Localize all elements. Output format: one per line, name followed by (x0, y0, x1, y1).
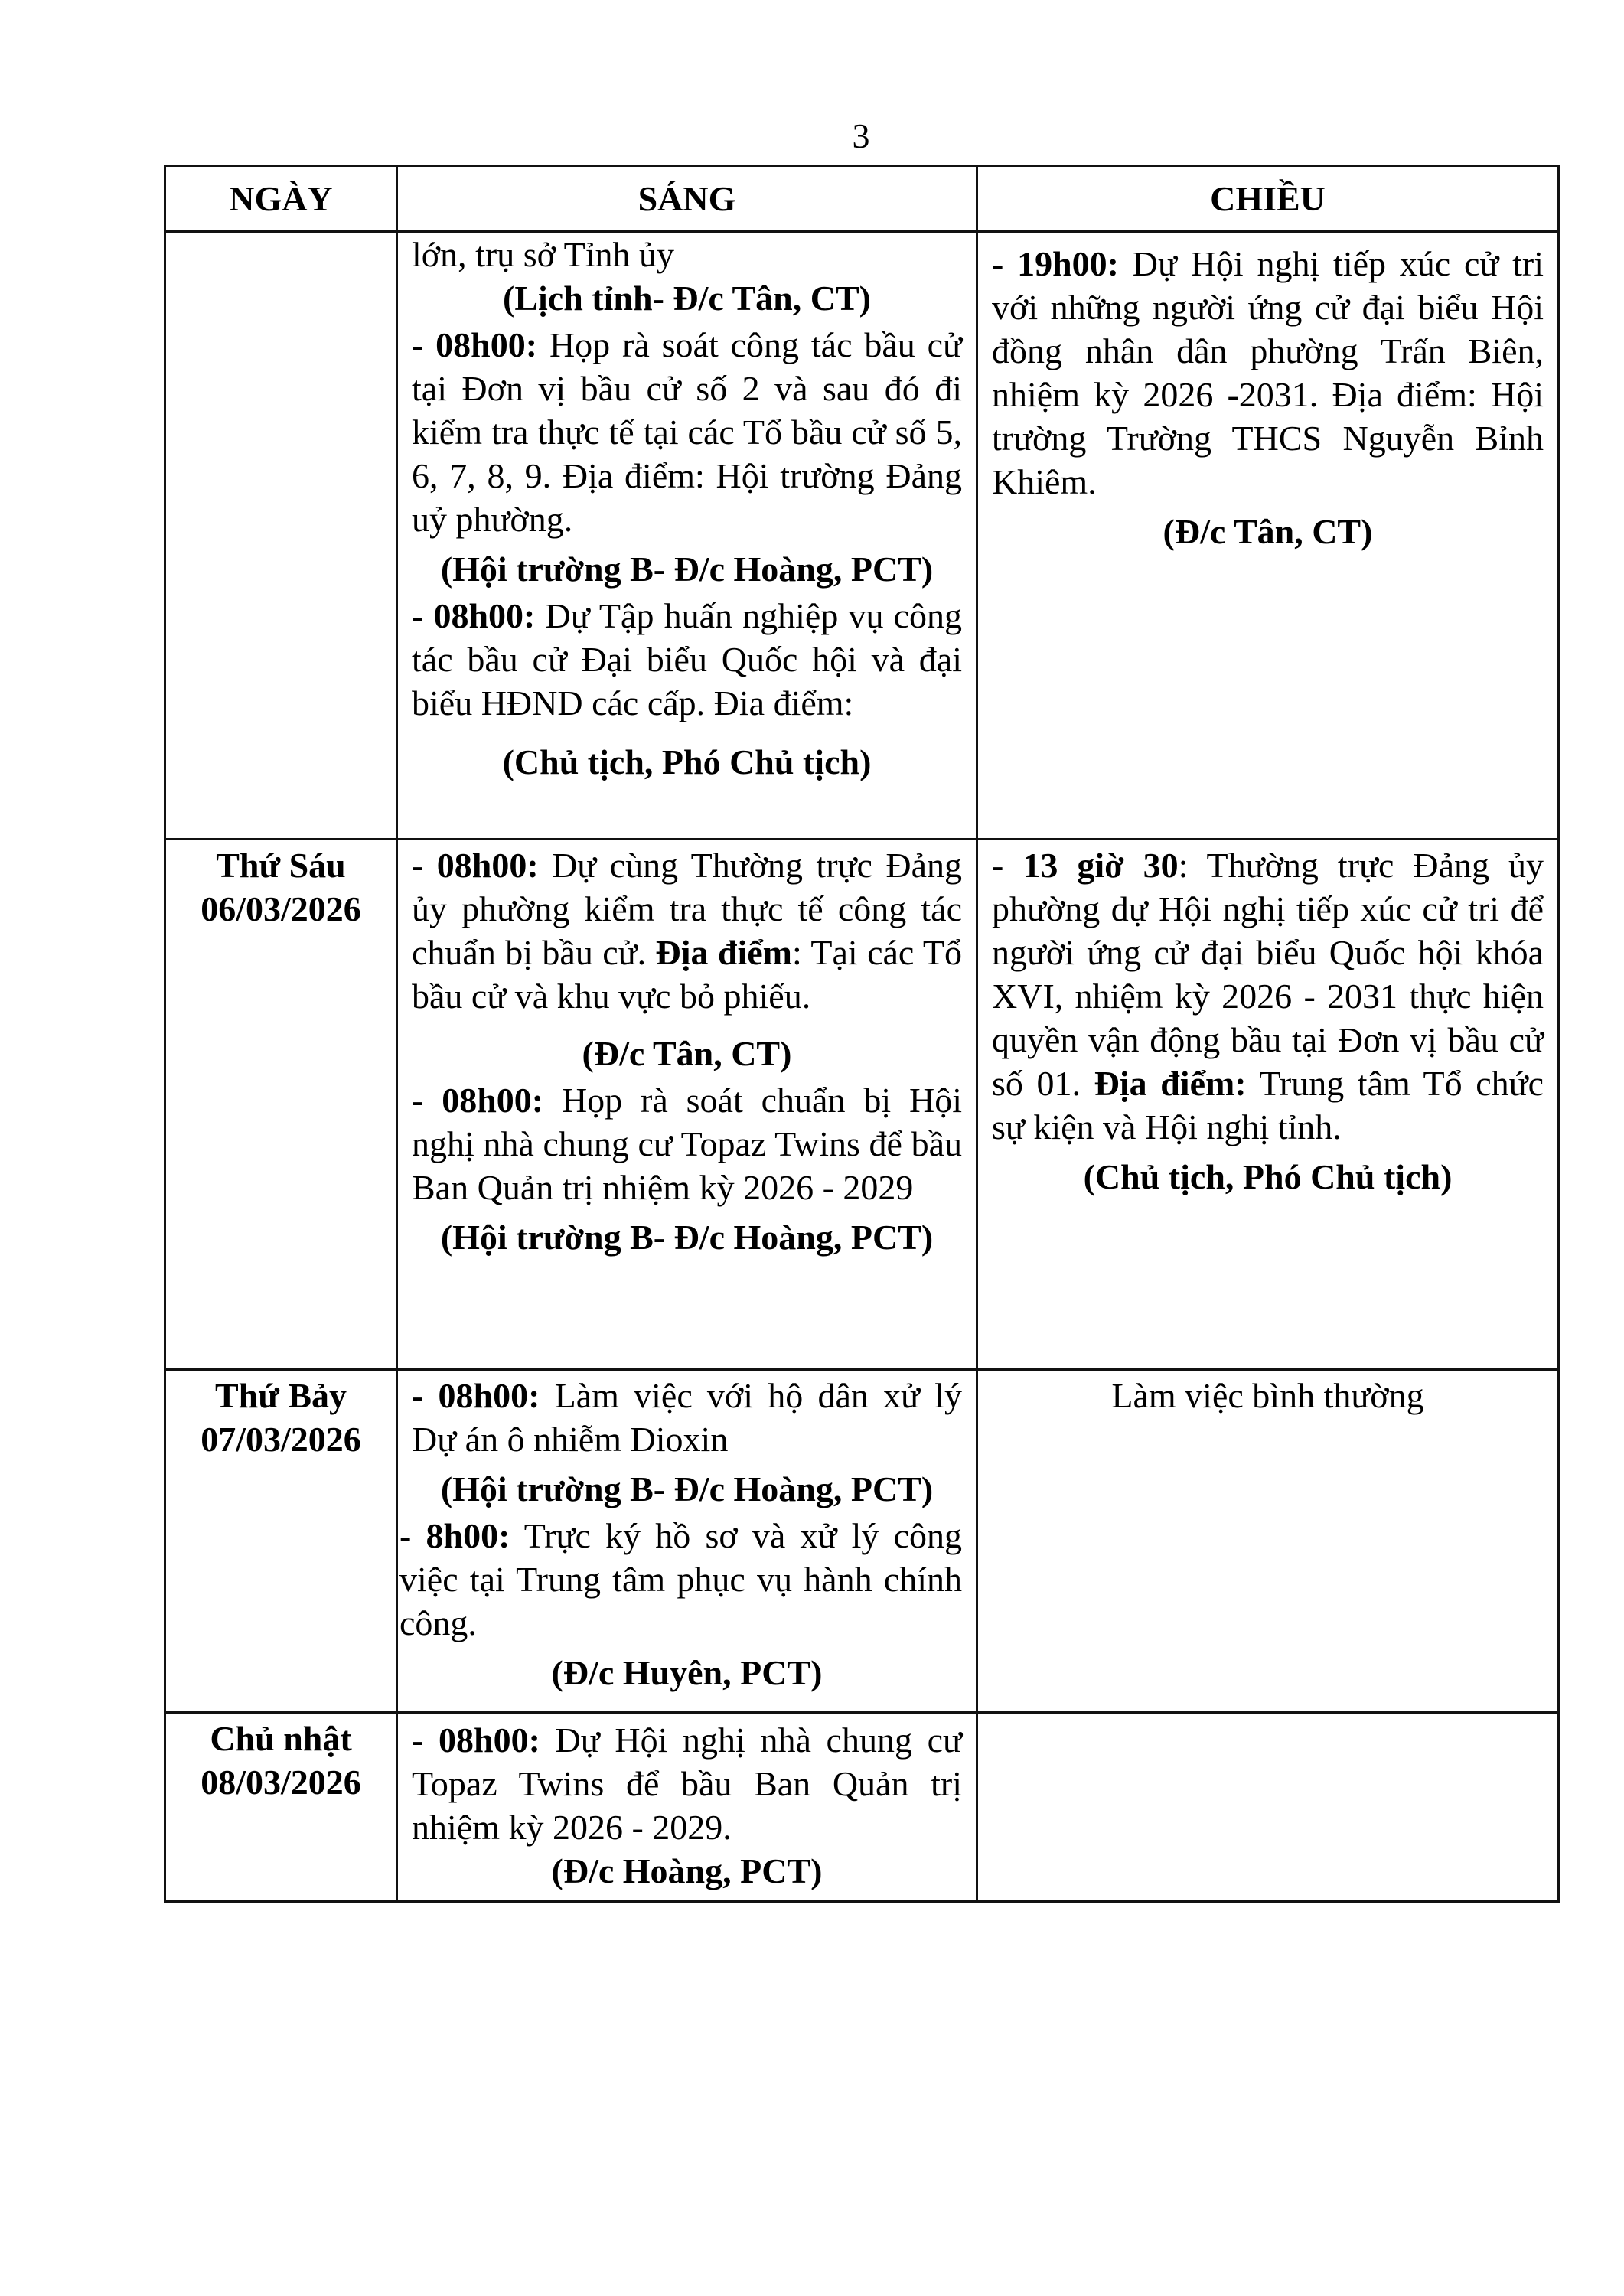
day-date: 06/03/2026 (201, 889, 361, 928)
entry-assignee: (Đ/c Hoàng, PCT) (551, 1851, 823, 1890)
entry-assignee: (Chủ tịch, Phó Chủ tịch) (502, 742, 872, 781)
day-name: Chủ nhật (210, 1719, 352, 1758)
morning-cell (397, 840, 977, 1370)
entry-time: - 08h00: (412, 596, 536, 635)
entry-time: - 19h00: (992, 244, 1119, 283)
entry-text: Trực ký hồ sơ và xử lý công việc tại Trung tâm phục vụ hành chính công. (399, 1516, 962, 1642)
entry-text: Làm việc với hộ dân xử lý Dự án ô nhiễm Dioxin (412, 1376, 962, 1459)
table-row (165, 840, 1559, 1370)
day-cell (165, 1370, 397, 1713)
entry-assignee: (Hội trường B- Đ/c Hoàng, PCT) (440, 1469, 934, 1508)
header-afternoon: CHIỀU (977, 166, 1559, 232)
schedule-entry (412, 843, 962, 1018)
schedule-entry (992, 843, 1544, 1149)
table-row (165, 1713, 1559, 1902)
entry-text: Dự cùng Thường trực Đảng ủy phường kiểm tra thực tế công tác chuẩn bị bầu cử. (412, 846, 962, 972)
entry-assignee: (Đ/c Huyên, PCT) (551, 1653, 823, 1692)
entry-assignee: (Hội trường B- Đ/c Hoàng, PCT) (440, 550, 934, 589)
day-name: Thứ Sáu (216, 846, 346, 885)
entry-assignee: (Đ/c Tân, CT) (1163, 512, 1373, 551)
entry-time: - 8h00: (399, 1516, 510, 1555)
entry-text: : Thường trực Đảng ủy phường dự Hội nghị tiếp xúc cử tri để người ứng cử đại biểu Quốc hội khóa XVI, nhiệm kỳ 2026 - 2031 thực hiện quyền vận động bầu tại Đơn vị bầu cử số 01. (992, 846, 1544, 1103)
schedule-entry (399, 1514, 962, 1645)
day-date: 08/03/2026 (201, 1763, 361, 1802)
table-row (165, 1370, 1559, 1713)
weekly-schedule-table (164, 165, 1560, 1903)
entry-assignee: (Lịch tỉnh- Đ/c Tân, CT) (503, 279, 871, 318)
entry-time: - 13 giờ 30 (992, 846, 1179, 885)
entry-time: - 08h00: (412, 1376, 540, 1415)
entry-assignee: (Đ/c Tân, CT) (582, 1034, 792, 1073)
header-morning: SÁNG (397, 166, 977, 232)
entry-text: : Tại các Tổ bầu cử và khu vực bỏ phiếu. (412, 933, 962, 1016)
morning-cell (397, 1713, 977, 1902)
entry-time: - 08h00: (412, 1081, 544, 1120)
entry-assignee: (Hội trường B- Đ/c Hoàng, PCT) (440, 1218, 934, 1257)
afternoon-cell (977, 1370, 1559, 1713)
location-label: Địa điểm (655, 933, 793, 972)
schedule-entry (412, 1718, 962, 1849)
table-header-row (165, 166, 1559, 232)
entry-text: Trung tâm Tổ chức sự kiện và Hội nghị tỉnh. (992, 1064, 1544, 1146)
entry-text: Dự Hội nghị nhà chung cư Topaz Twins để bầu Ban Quản trị nhiệm kỳ 2026 - 2029. (412, 1720, 962, 1847)
afternoon-cell (977, 1713, 1559, 1902)
entry-time: - 08h00: (412, 846, 539, 885)
entry-time: - 08h00: (412, 1720, 540, 1760)
location-label: Địa điểm: (1094, 1064, 1247, 1103)
entry-assignee: (Chủ tịch, Phó Chủ tịch) (1083, 1157, 1453, 1196)
day-date: 07/03/2026 (201, 1420, 361, 1459)
day-name: Thứ Bảy (214, 1376, 347, 1415)
entry-text: Họp rà soát công tác bầu cử tại Đơn vị bầu cử số 2 và sau đó đi kiểm tra thực tế tại các Tổ bầu cử số 5, 6, 7, 8, 9. Địa điểm: Hội trường Đảng uỷ phường. (412, 325, 962, 539)
table-row (165, 232, 1559, 840)
schedule-entry (412, 594, 962, 725)
schedule-entry (412, 1374, 962, 1461)
page-number: 3 (852, 116, 870, 155)
afternoon-cell (977, 840, 1559, 1370)
day-cell (165, 1713, 397, 1902)
morning-cell (397, 232, 977, 840)
continuation-text: lớn, trụ sở Tỉnh ủy (412, 235, 674, 274)
schedule-entry (992, 242, 1544, 504)
entry-text: Dự Hội nghị tiếp xúc cử tri với những người ứng cử đại biểu Hội đồng nhân dân phường Trấn Biên, nhiệm kỳ 2026 -2031. Địa điểm: Hội trường Trường THCS Nguyễn Bỉnh Khiêm. (992, 244, 1544, 501)
schedule-entry (412, 323, 962, 541)
entry-time: - 08h00: (412, 325, 538, 364)
header-day: NGÀY (165, 166, 397, 232)
entry-text: Dự Tập huấn nghiệp vụ công tác bầu cử Đại biểu Quốc hội và đại biểu HĐND các cấp. Đia điểm: (412, 596, 962, 722)
day-cell (165, 232, 397, 840)
morning-cell (397, 1370, 977, 1713)
schedule-entry (412, 1078, 962, 1209)
afternoon-cell (977, 232, 1559, 840)
afternoon-note: Làm việc bình thường (1111, 1376, 1424, 1415)
day-cell (165, 840, 397, 1370)
entry-text: Họp rà soát chuẩn bị Hội nghị nhà chung cư Topaz Twins để bầu Ban Quản trị nhiệm kỳ 2026 - 2029 (412, 1081, 962, 1207)
